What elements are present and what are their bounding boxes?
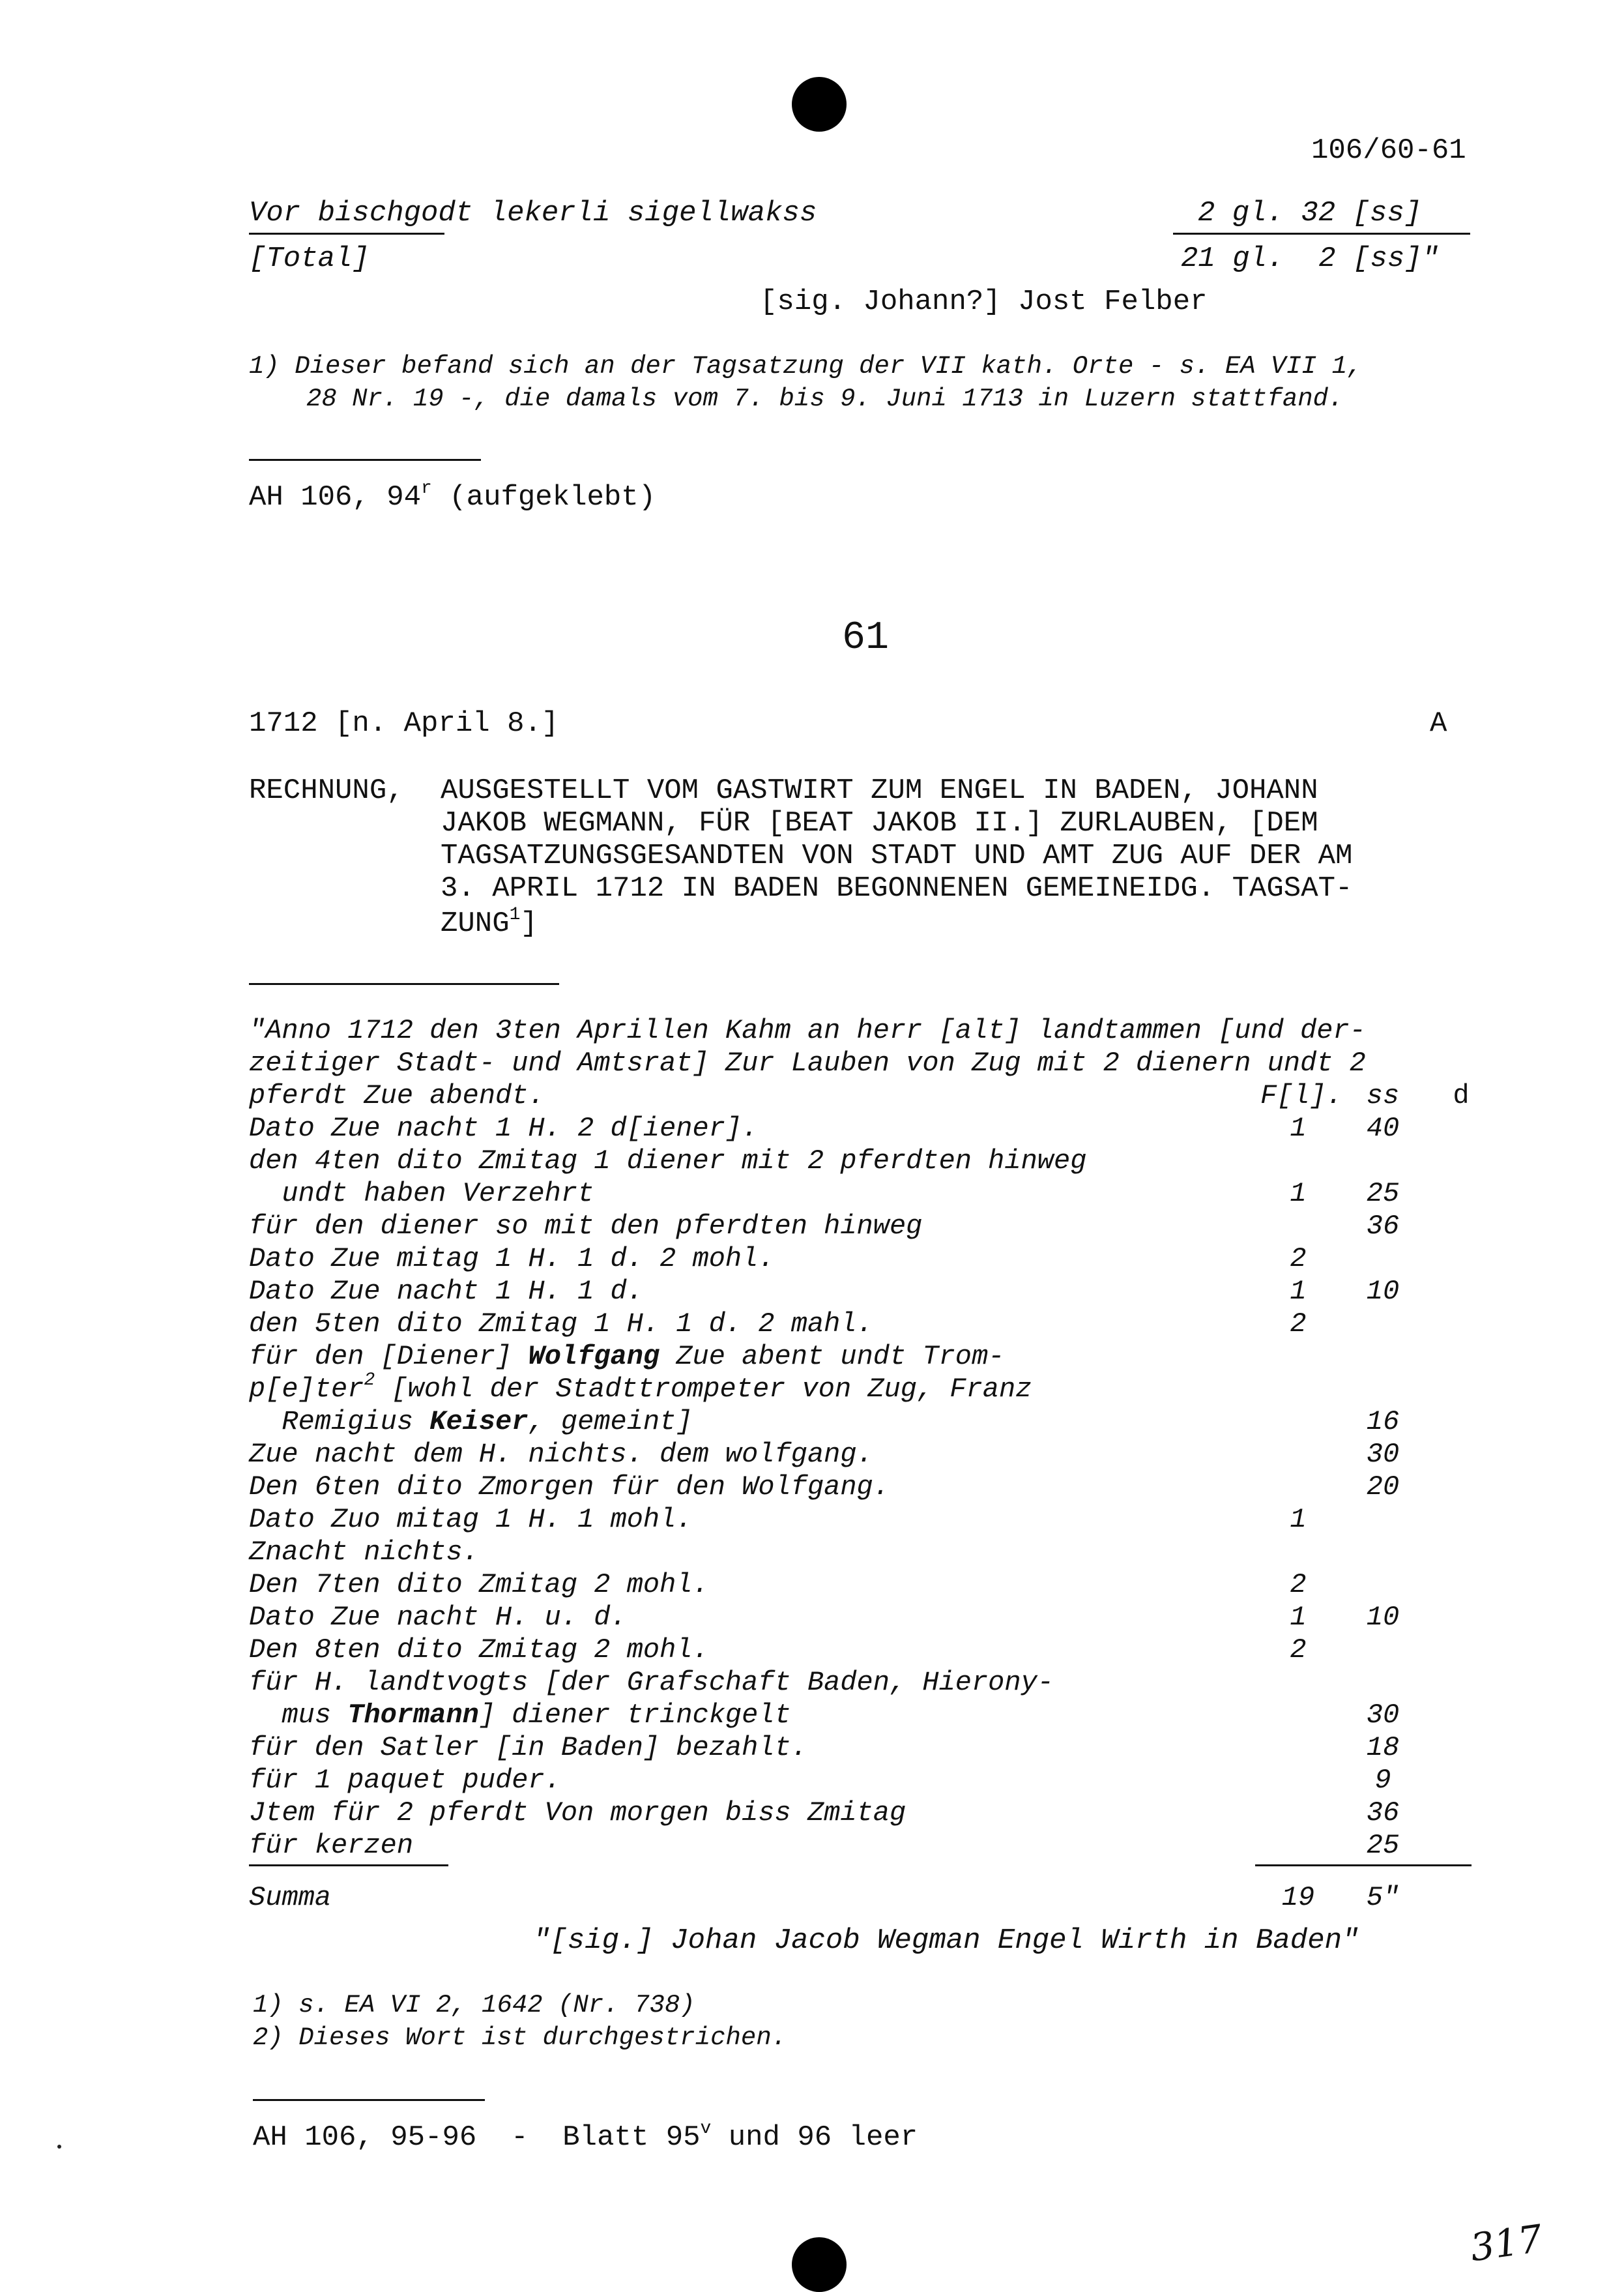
row-fl: 2: [1290, 1243, 1307, 1274]
account-row: [249, 1145, 1474, 1177]
source-line: [253, 2121, 918, 2154]
col-header-d: d: [1453, 1080, 1470, 1111]
prev-source-main: AH 106, 94: [249, 481, 422, 514]
row-ss: 10: [1366, 1276, 1400, 1307]
underline-prev-amount: [1173, 233, 1470, 235]
row-desc-post: ] diener trinckgelt: [478, 1699, 791, 1731]
account-row: [249, 1210, 1474, 1242]
separator-2: [249, 983, 559, 985]
source-tail: und 96 leer: [711, 2121, 918, 2154]
row-desc: Zue nacht dem H. nichts. dem wolfgang.: [249, 1439, 873, 1470]
account-row: [249, 1438, 1474, 1471]
intro-text: "Anno 1712 den 3ten Aprillen Kahm an herr [alt] landtammen [und der-: [249, 1015, 1366, 1046]
account-row: [249, 1797, 1474, 1829]
account-row: [249, 1503, 1474, 1536]
title-footnote-ref: 1: [509, 905, 521, 925]
row-desc: den 5ten dito Zmitag 1 H. 1 d. 2 mahl.: [249, 1308, 873, 1340]
prev-source: [249, 478, 656, 514]
row-desc: [249, 1699, 791, 1731]
account-row-remigius: [249, 1405, 1474, 1438]
prev-footnote-1-cont: 28 Nr. 19 -, die damals vom 7. bis 9. Juni 1713 in Luzern stattfand.: [306, 385, 1344, 413]
row-ss: 36: [1366, 1797, 1400, 1829]
row-desc-post: [wohl der Stadttrompeter von Zug, Franz: [375, 1374, 1032, 1405]
sum-rule: [1255, 1864, 1472, 1866]
row-fl: 1: [1290, 1276, 1307, 1307]
row-ss: 30: [1366, 1699, 1400, 1731]
name-keiser: Keiser: [429, 1406, 529, 1437]
title-line-1: AUSGESTELLT VOM GASTWIRT ZUM ENGEL IN BADEN, JOHANN: [441, 774, 1318, 807]
row-desc: Dato Zue nacht 1 H. 1 d.: [249, 1276, 643, 1307]
summa-ss: 5": [1366, 1882, 1400, 1913]
document-date: 1712 [n. April 8.]: [249, 707, 559, 740]
account-row: [249, 1177, 1474, 1210]
punch-hole-top: [792, 77, 847, 132]
underline-kerzen: [249, 1864, 448, 1866]
row-desc: für 1 paquet puder.: [249, 1765, 561, 1796]
title-lead: RECHNUNG,: [249, 774, 404, 807]
row-desc-pre: für den [Diener]: [249, 1341, 529, 1372]
row-desc: Znacht nichts.: [249, 1536, 479, 1568]
intro-line-3: [249, 1080, 1474, 1112]
account-row: [249, 1275, 1474, 1308]
handwritten-page-number: 317: [1467, 2216, 1545, 2270]
row-ss: 40: [1366, 1113, 1400, 1144]
row-desc: [249, 1405, 693, 1438]
account-row: [249, 1112, 1474, 1145]
row-ss: 20: [1366, 1471, 1400, 1503]
intro-text: pferdt Zue abendt.: [249, 1080, 545, 1111]
row-desc-pre: p[e]ter: [249, 1374, 364, 1405]
page-reference: 106/60-61: [1311, 134, 1466, 167]
prev-total-amount: 21 gl. 2 [ss]": [1181, 242, 1440, 275]
prev-item-amount: 2 gl. 32 [ss]: [1198, 197, 1422, 229]
intro-line-2: [249, 1047, 1474, 1080]
row-desc: Dato Zue mitag 1 H. 1 d. 2 mohl.: [249, 1243, 775, 1274]
row-desc: Den 6ten dito Zmorgen für den Wolfgang.: [249, 1471, 890, 1503]
footnote-ref-2: 2: [364, 1370, 375, 1390]
intro-text: zeitiger Stadt- und Amtsrat] Zur Lauben von Zug mit 2 dienern undt 2: [249, 1048, 1366, 1079]
account-row-wolfgang: [249, 1340, 1474, 1373]
row-ss: 10: [1366, 1602, 1400, 1633]
row-desc: Jtem für 2 pferdt Von morgen biss Zmitag: [249, 1797, 906, 1829]
title-last-tail: ]: [520, 907, 538, 940]
title-last: ZUNG: [441, 907, 510, 940]
row-desc: für H. landtvogts [der Grafschaft Baden, Hierony-: [249, 1667, 1054, 1698]
row-ss: 36: [1366, 1211, 1400, 1242]
account-row: [249, 1471, 1474, 1503]
row-desc: [249, 1370, 1032, 1405]
prev-item-desc: Vor bischgodt lekerli sigellwakss: [249, 197, 817, 229]
col-header-ss: ss: [1366, 1080, 1400, 1111]
title-line-5: [441, 907, 538, 940]
account-row: [249, 1536, 1474, 1568]
row-fl: 1: [1290, 1504, 1307, 1535]
bill-signature: "[sig.] Johan Jacob Wegman Engel Wirth in Baden": [533, 1924, 1359, 1957]
row-fl: 1: [1290, 1178, 1307, 1209]
row-fl: 1: [1290, 1113, 1307, 1144]
account-row: [249, 1242, 1474, 1275]
row-desc: den 4ten dito Zmitag 1 diener mit 2 pferdten hinweg: [249, 1145, 1087, 1177]
source-sup: v: [700, 2119, 712, 2139]
row-ss: 9: [1374, 1765, 1391, 1796]
row-desc: für den diener so mit den pferdten hinweg: [249, 1211, 923, 1242]
summa-fl: 19: [1281, 1882, 1315, 1913]
source-main: AH 106, 95-96 - Blatt 95: [253, 2121, 701, 2154]
footnote-2: 2) Dieses Wort ist durchgestrichen.: [253, 2023, 787, 2052]
col-header-fl: F[l].: [1260, 1080, 1343, 1111]
separator-3: [253, 2099, 485, 2101]
row-desc: undt haben Verzehrt: [249, 1178, 594, 1209]
document-letter: A: [1430, 707, 1447, 740]
row-desc-pre: Remigius: [249, 1406, 430, 1437]
row-ss: 25: [1366, 1830, 1400, 1861]
account-row-trompeter: [249, 1370, 1474, 1405]
row-desc: [249, 1340, 1004, 1373]
row-desc-post: , gemeint]: [528, 1406, 693, 1437]
prev-source-sup: r: [421, 478, 432, 499]
row-desc: Dato Zuo mitag 1 H. 1 mohl.: [249, 1504, 693, 1535]
row-desc-post: Zue abent undt Trom-: [660, 1341, 1005, 1372]
row-ss: 30: [1366, 1439, 1400, 1470]
stray-dot: [57, 2145, 61, 2149]
row-fl: 2: [1290, 1569, 1307, 1600]
name-thormann: Thormann: [347, 1699, 479, 1731]
row-ss: 25: [1366, 1178, 1400, 1209]
row-ss: 16: [1366, 1406, 1400, 1437]
row-desc: Den 7ten dito Zmitag 2 mohl.: [249, 1569, 709, 1600]
account-row: [249, 1731, 1474, 1764]
account-row: [249, 1666, 1474, 1699]
account-row: [249, 1601, 1474, 1634]
row-fl: 2: [1290, 1308, 1307, 1340]
separator-1: [249, 459, 481, 461]
intro-line-1: [249, 1014, 1474, 1047]
account-row-thormann: [249, 1699, 1474, 1731]
summa-label: Summa: [249, 1882, 332, 1913]
prev-source-tail: (aufgeklebt): [431, 481, 656, 514]
row-desc-pre: mus: [249, 1699, 348, 1731]
prev-footnote-1: 1) Dieser befand sich an der Tagsatzung der VII kath. Orte - s. EA VII 1,: [249, 352, 1363, 381]
prev-signature: [sig. Johann?] Jost Felber: [760, 286, 1208, 318]
summa-row: [249, 1881, 1474, 1914]
row-desc: Dato Zue nacht H. u. d.: [249, 1602, 627, 1633]
row-fl: 2: [1290, 1634, 1307, 1666]
footnote-1: 1) s. EA VI 2, 1642 (Nr. 738): [253, 1991, 695, 2020]
row-desc: Den 8ten dito Zmitag 2 mohl.: [249, 1634, 709, 1666]
title-line-2: JAKOB WEGMANN, FÜR [BEAT JAKOB II.] ZURLAUBEN, [DEM: [441, 807, 1318, 840]
row-fl: 1: [1290, 1602, 1307, 1633]
document-number: 61: [842, 616, 890, 660]
underline-prev-desc: [249, 233, 444, 235]
account-row: [249, 1764, 1474, 1797]
title-line-4: 3. APRIL 1712 IN BADEN BEGONNENEN GEMEINEIDG. TAGSAT-: [441, 872, 1353, 905]
account-row: [249, 1634, 1474, 1666]
account-row: [249, 1829, 1474, 1862]
row-desc: für kerzen: [249, 1830, 414, 1861]
row-ss: 18: [1366, 1732, 1400, 1763]
account-row: [249, 1568, 1474, 1601]
name-wolfgang: Wolfgang: [528, 1341, 660, 1372]
row-desc: für den Satler [in Baden] bezahlt.: [249, 1732, 807, 1763]
row-desc: Dato Zue nacht 1 H. 2 d[iener].: [249, 1113, 759, 1144]
title-line-3: TAGSATZUNGSGESANDTEN VON STADT UND AMT ZUG AUF DER AM: [441, 840, 1353, 872]
punch-hole-bottom: [792, 2237, 847, 2292]
prev-total-label: [Total]: [249, 242, 370, 275]
account-row: [249, 1308, 1474, 1340]
